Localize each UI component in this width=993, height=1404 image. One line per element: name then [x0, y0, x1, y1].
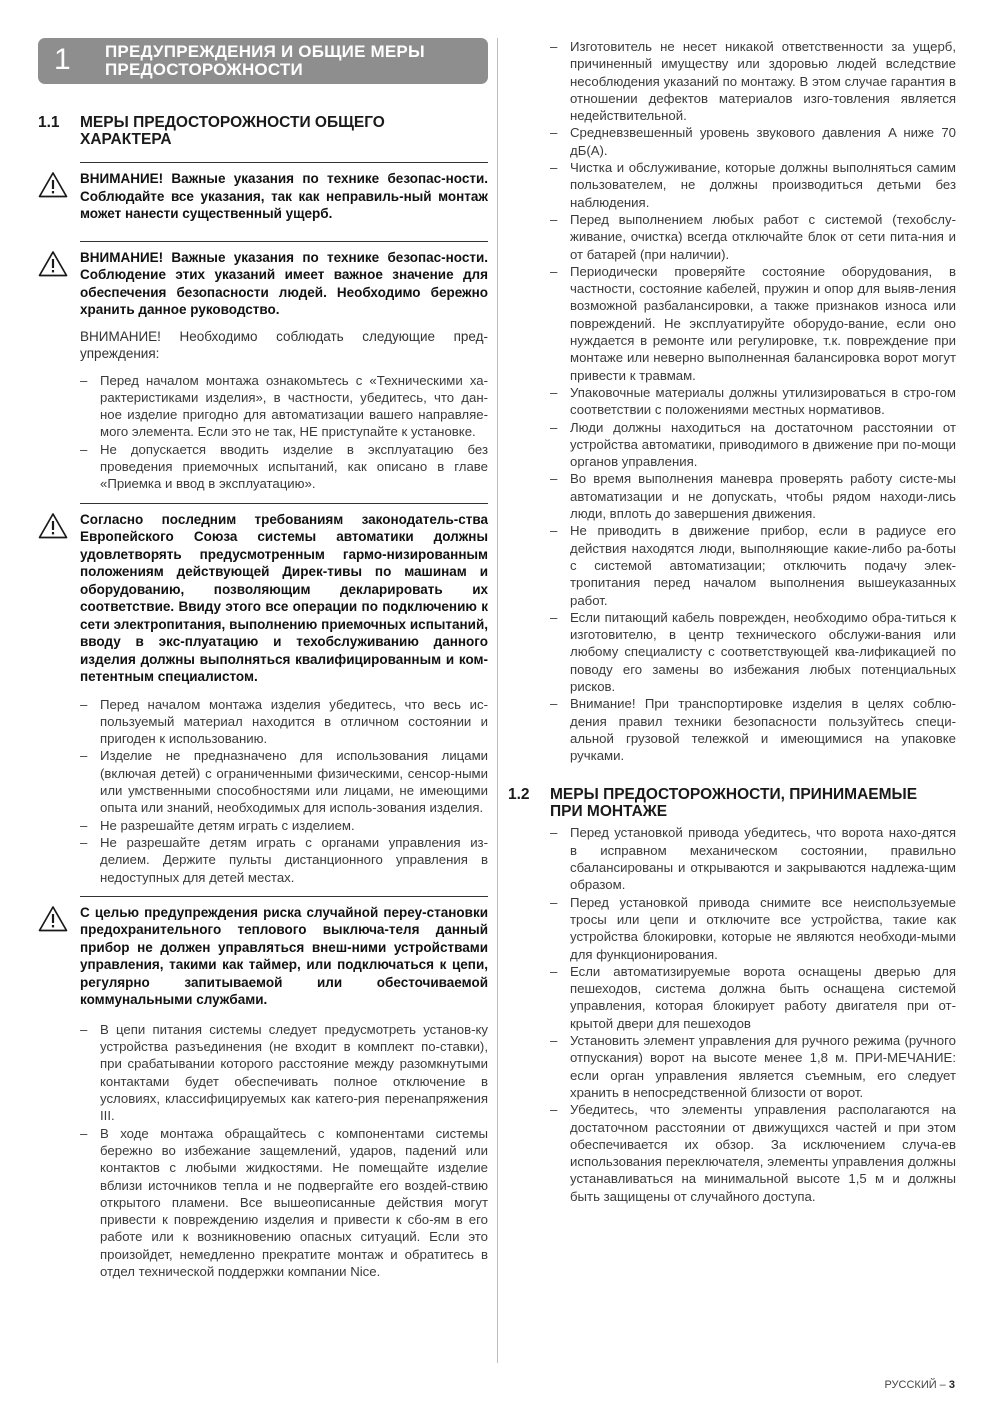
list-item: – Не разрешайте детям играть с изделием.: [80, 817, 488, 834]
left-column: [38, 38, 488, 1280]
warning-block-2: [38, 242, 488, 319]
chapter-title-line-1: ПРЕДУПРЕЖДЕНИЯ И ОБЩИЕ МЕРЫ: [105, 42, 425, 61]
list-precautions-1: [80, 372, 488, 493]
list-item: – Не разрешайте детям играть с органами управления из-делием. Держите пульты дистанционного управления в недоступных для детей местах.: [80, 834, 488, 886]
list-item: – Периодически проверяйте состояние оборудования, в частности, состояние кабелей, пружин и опор для выяв-ления возможной разбалансировки, а также признаков износа или повреждений. Не эксплуатируйте оборудо-вание, если оно нуждается в ремонте или регулировке, т.к. повреждение при монтаже или неверно выполненная балансировка ворот могут привести к травмам.: [550, 263, 956, 384]
list-item: – Не допускается вводить изделие в эксплуатацию без проведения приемочных испытаний, как описано в главе «Приемка и ввод в эксплуатацию».: [80, 441, 488, 493]
list-precautions-3: [80, 1021, 488, 1280]
list-installation-precautions: [550, 824, 956, 1205]
list-item: – Средневзвешенный уровень звукового давления A ниже 70 дБ(A).: [550, 124, 956, 159]
list-item: – Внимание! При транспортировке изделия в целях соблю-дения правил техники безопасности пользуйтесь специ-альной грузовой тележкой и имеющимися на упаковке ручками.: [550, 695, 956, 764]
warning-triangle-icon: [38, 170, 80, 223]
warning-block-3: [38, 504, 488, 686]
section-number: 1.2: [508, 786, 530, 804]
warning-block-4: [38, 897, 488, 1009]
list-item: – Люди должны находиться на достаточном расстоянии от устройства автоматики, приводимого в движение при по-мощи органов управления.: [550, 419, 956, 471]
list-item: – Перед началом монтажа ознакомьтесь с «Техническими ха-рактеристиками изделия», в частности, убедитесь, что дан-ное изделие пригодно для автоматизации вашего направляе-мого элемента. Если это не так, НЕ приступайте к установке.: [80, 372, 488, 441]
list-item: – Если питающий кабель поврежден, необходимо обра-титься к изготовителю, в центр технического обслужи-вания или любому специалисту с соответствующей ква-лификацией по поводу его замены во избежания любых потенциальных рисков.: [550, 609, 956, 695]
warning-block-1: [38, 163, 488, 223]
warning-text: ВНИМАНИЕ! Важные указания по технике безопас-ности. Соблюдение этих указаний имеет важное значение для обеспечения безопасности людей. Необходимо бережно хранить данное руководство.: [80, 249, 488, 317]
list-item: – Перед установкой привода убедитесь, что ворота нахо-дятся в исправном механическом состоянии, правильно сбалансированы и открываются и закрываются надлежа-щим образом.: [550, 824, 956, 893]
chapter-number: 1: [54, 43, 71, 76]
footer-language: РУССКИЙ –: [884, 1379, 946, 1391]
section-heading-1-1: [38, 114, 488, 148]
list-item: – Если автоматизируемые ворота оснащены дверью для пешеходов, система должна быть оснащена системой управления, которая блокирует работу двигателя при от-крытой двери для пешеходов: [550, 963, 956, 1032]
chapter-header: [38, 38, 488, 84]
list-item: – В ходе монтажа обращайтесь с компонентами системы бережно во избежание защемлений, ударов, падений или контактов с любыми жидкостями. Не помещайте изделие вблизи источников тепла и не подвергайте его воздей-ствию открытого пламени. Все вышеописанные действия могут привести к повреждению изделия и привести к сбо-ям в его работе или к возникновению опасных ситуаций. Если это произойдет, немедленно прекратите монтаж и обратитесь в отдел технической поддержки компании Nice.: [80, 1125, 488, 1281]
list-item: – Чистка и обслуживание, которые должны выполняться самим пользователем, не должны производиться детьми без наблюдения.: [550, 159, 956, 211]
section-title: [80, 114, 385, 148]
list-item: – Перед установкой привода снимите все неиспользуемые тросы или цепи и отключите все устройства, такие как устройства блокировки, которые не являются необходи-мыми для функционирования.: [550, 894, 956, 963]
list-precautions-4: [550, 38, 956, 764]
list-item: – Установить элемент управления для ручного режима (ручного отпускания) ворот на высоте менее 1,8 м. ПРИ-МЕЧАНИЕ: если орган управления является съемным, его следует хранить в непосредственной близости от ворот.: [550, 1032, 956, 1101]
note-paragraph: ВНИМАНИЕ! Необходимо соблюдать следующие пред-упреждения:: [80, 328, 488, 361]
list-item: – Не приводить в движение прибор, если в радиусе его действия находятся люди, выполняющие какие-либо ра-боты с системой автоматизации; отключить подачу элек-тропитания перед началом выполнения вышеуказанных работ.: [550, 522, 956, 608]
chapter-title-line-2: ПРЕДОСТОРОЖНОСТИ: [105, 60, 303, 79]
list-item: – Изготовитель не несет никакой ответственности за ущерб, причиненный имуществу или здоровью людей вследствие несоблюдения указаний по монтажу. В этом случае гарантия в отношении дефектов материалов изго-товления является недействительной.: [550, 38, 956, 124]
warning-text: С целью предупреждения риска случайной переу-становки предохранительного теплового выключа-теля данный прибор не должен управляться внеш-ними устройствами управления, такими как таймер, или подключаться к цепи, регулярно запитываемой или обесточиваемой коммунальными службами.: [80, 904, 488, 1008]
section-title-line-1: МЕРЫ ПРЕДОСТОРОЖНОСТИ ОБЩЕГО: [80, 114, 385, 131]
page-number: 3: [948, 1379, 955, 1391]
warning-text: Согласно последним требованиям законодатель-ства Европейского Союза системы автоматики должны удовлетворять предусмотренным гармо-низированным положениям действующей Дирек-тивы по машинам и оборудованию, позволяющим декларировать их соответствие. Ввиду этого все операции по подключению к сети электропитания, выполнению приемочных испытаний, вводу в экс-плуатацию и техобслуживанию данного изделия должны выполняться квалифицированным и ком-петентным специалистом.: [80, 511, 488, 685]
list-item: – Изделие не предназначено для использования лицами (включая детей) с ограниченными физическими, сенсор-ными или умственными способностями или лицами, не имеющими опыта или знаний, необходимых для исполь-зования изделия.: [80, 747, 488, 816]
section-number: 1.1: [38, 114, 60, 131]
chapter-title: [105, 43, 425, 79]
list-item: – Убедитесь, что элементы управления располагаются на достаточном расстоянии от движущихся частей и при этом обеспечивается их обзор. За исключением случа-ев использования переключателя, элементы управления должны устанавливаться на минимальной высоте 1,5 м и должны быть защищены от случайного доступа.: [550, 1101, 956, 1205]
section-title-line-1: МЕРЫ ПРЕДОСТОРОЖНОСТИ, ПРИНИМАЕМЫЕ: [550, 786, 918, 804]
list-item: – Упаковочные материалы должны утилизироваться в стро-гом соответствии с положениями местных нормативов.: [550, 384, 956, 419]
section-title-line-2: ПРИ МОНТАЖЕ: [550, 803, 668, 821]
section-title: [550, 786, 917, 820]
right-column: [508, 38, 956, 1205]
warning-text: ВНИМАНИЕ! Важные указания по технике безопас-ности. Соблюдайте все указания, так как неправиль-ный монтаж может нанести существенный ущерб.: [80, 171, 488, 221]
section-heading-1-2: [508, 786, 956, 820]
warning-triangle-icon: [38, 904, 80, 1009]
warning-triangle-icon: [38, 511, 80, 686]
column-divider: [497, 38, 498, 1363]
list-item: – Перед выполнением любых работ с системой (техобслу-живание, очистка) всегда отключайте блок от сети пита-ния и от батарей (при наличии).: [550, 211, 956, 263]
list-item: – Во время выполнения маневра проверять работу систе-мы автоматизации и не допускать, чтобы рядом находи-лись люди, вплоть до завершения движения.: [550, 470, 956, 522]
page-footer: [884, 1379, 955, 1391]
list-precautions-2: [80, 696, 488, 886]
list-item: – Перед началом монтажа изделия убедитесь, что весь ис-пользуемый материал находится в отличном состоянии и пригоден к использованию.: [80, 696, 488, 748]
list-item: – В цепи питания системы следует предусмотреть установ-ку устройства разъединения (не входит в комплект по-ставки), при срабатывании которого расстояние между разомкнутыми контактами будет обеспечивать полное отключение в условиях, классифицируемых как катего-рия перенапряжения III.: [80, 1021, 488, 1125]
warning-triangle-icon: [38, 249, 80, 319]
section-title-line-2: ХАРАКТЕРА: [80, 131, 172, 148]
